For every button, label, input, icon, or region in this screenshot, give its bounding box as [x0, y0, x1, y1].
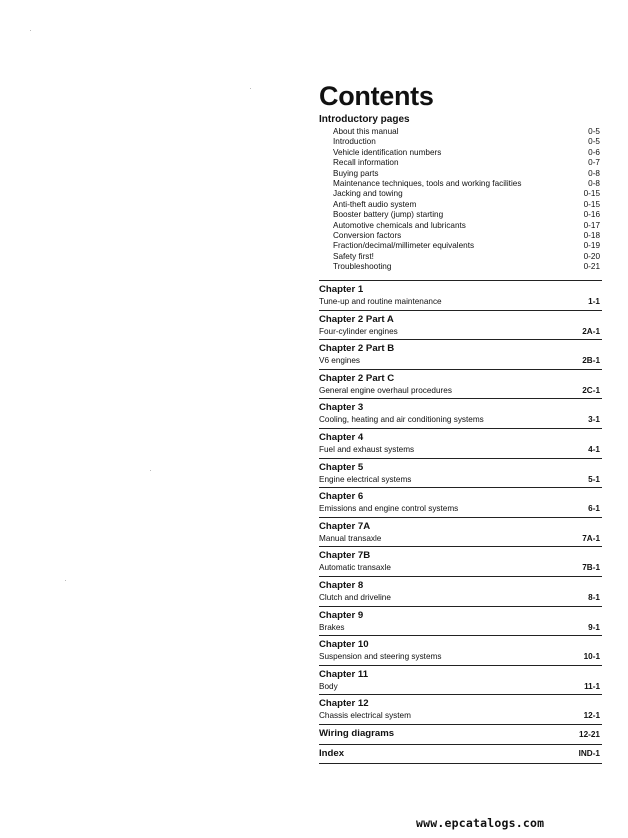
intro-item-page: 0-18: [583, 231, 600, 241]
chapter-entry[interactable]: [319, 458, 602, 488]
chapter-title: Suspension and steering systems: [319, 652, 442, 662]
intro-item[interactable]: [319, 200, 602, 210]
intro-item[interactable]: [319, 241, 602, 251]
index-entry[interactable]: [319, 744, 602, 764]
intro-item[interactable]: [319, 179, 602, 189]
chapter-name: Chapter 11: [319, 668, 369, 680]
chapter-entry[interactable]: [319, 280, 602, 310]
chapter-entry[interactable]: [319, 635, 602, 665]
introductory-list: [319, 127, 602, 273]
intro-item[interactable]: [319, 158, 602, 168]
chapter-title: Manual transaxle: [319, 533, 382, 543]
page-title: Contents: [319, 81, 434, 111]
introductory-heading: Introductory pages: [319, 114, 410, 125]
chapter-name: Chapter 6: [319, 491, 364, 503]
chapter-name: Chapter 3: [319, 402, 364, 414]
chapter-entry[interactable]: [319, 606, 602, 636]
chapter-page: 1-1: [588, 297, 600, 306]
intro-item-page: 0-6: [588, 147, 600, 157]
intro-item-label: Automotive chemicals and lubricants: [333, 220, 466, 230]
intro-item-page: 0-15: [583, 189, 600, 199]
chapter-title: Brakes: [319, 622, 345, 632]
intro-item[interactable]: [319, 127, 602, 137]
intro-item-page: 0-8: [588, 179, 600, 189]
chapter-page: 10-1: [583, 652, 600, 662]
wiring-diagrams-page: 12-21: [579, 729, 600, 739]
scan-speck: [65, 580, 66, 581]
chapter-title: Fuel and exhaust systems: [319, 444, 415, 454]
chapter-title: Tune-up and routine maintenance: [319, 297, 442, 306]
chapter-entry[interactable]: [319, 546, 602, 576]
intro-item-page: 0-5: [588, 137, 600, 147]
intro-item-page: 0-17: [583, 220, 600, 230]
intro-item-page: 0-15: [583, 199, 600, 209]
chapter-page: 3-1: [588, 415, 600, 425]
index-page: IND-1: [578, 749, 600, 759]
intro-item[interactable]: [319, 231, 602, 241]
chapter-name: Chapter 2 Part A: [319, 313, 394, 325]
chapter-page: 6-1: [588, 504, 600, 514]
intro-item-label: Maintenance techniques, tools and working facilities: [333, 179, 522, 189]
intro-item[interactable]: [319, 210, 602, 220]
intro-item-label: Safety first!: [333, 251, 374, 261]
intro-item-label: Introduction: [333, 137, 376, 147]
chapter-name: Chapter 5: [319, 461, 364, 473]
intro-item[interactable]: [319, 148, 602, 158]
chapter-entry[interactable]: [319, 487, 602, 517]
chapter-title: Four-cylinder engines: [319, 326, 398, 336]
intro-item[interactable]: [319, 262, 602, 272]
scan-speck: [150, 470, 151, 471]
chapter-name: Chapter 1: [319, 284, 364, 295]
chapter-name: Chapter 2 Part C: [319, 372, 395, 384]
intro-item-label: Fraction/decimal/millimeter equivalents: [333, 241, 475, 251]
chapter-title: Clutch and driveline: [319, 592, 391, 602]
intro-item[interactable]: [319, 221, 602, 231]
chapter-page: 8-1: [588, 592, 600, 602]
chapter-name: Chapter 9: [319, 609, 364, 621]
chapter-page: 9-1: [588, 622, 600, 632]
chapter-name: Chapter 4: [319, 431, 364, 443]
wiring-diagrams-entry[interactable]: [319, 724, 602, 744]
chapter-title: Automatic transaxle: [319, 563, 391, 573]
chapter-title: V6 engines: [319, 356, 360, 366]
intro-item-label: Buying parts: [333, 168, 379, 178]
chapter-name: Chapter 7A: [319, 520, 371, 532]
chapter-entry[interactable]: [319, 428, 602, 458]
scan-speck: [250, 88, 251, 89]
chapter-page: 2C-1: [582, 385, 600, 395]
index-label: Index: [319, 747, 345, 759]
intro-item-label: Jacking and towing: [333, 189, 403, 199]
chapter-page: 4-1: [588, 444, 600, 454]
chapter-page: 12-1: [583, 711, 600, 721]
chapter-entry[interactable]: [319, 398, 602, 428]
chapter-entry[interactable]: [319, 369, 602, 399]
chapter-entry[interactable]: [319, 665, 602, 695]
intro-item-label: Recall information: [333, 158, 399, 168]
intro-item[interactable]: [319, 137, 602, 147]
watermark-text: www.epcatalogs.com: [416, 816, 545, 830]
contents-header-block: [319, 80, 602, 273]
chapter-title: Body: [319, 681, 338, 691]
chapter-name: Chapter 2 Part B: [319, 343, 395, 355]
chapter-title: Engine electrical systems: [319, 474, 412, 484]
chapter-title: Cooling, heating and air conditioning systems: [319, 415, 484, 425]
chapter-entry[interactable]: [319, 339, 602, 369]
intro-item-page: 0-7: [588, 158, 600, 168]
intro-item-page: 0-19: [583, 241, 600, 251]
intro-item-label: Conversion factors: [333, 231, 402, 241]
wiring-diagrams-label: Wiring diagrams: [319, 728, 395, 740]
chapter-entry[interactable]: [319, 576, 602, 606]
chapter-name: Chapter 8: [319, 579, 364, 591]
chapter-page: 7B-1: [582, 563, 600, 573]
chapter-title: Emissions and engine control systems: [319, 504, 459, 514]
chapter-page: 5-1: [588, 474, 600, 484]
intro-item-page: 0-20: [583, 251, 600, 261]
chapter-title: Chassis electrical system: [319, 711, 411, 721]
intro-item-page: 0-5: [588, 127, 600, 136]
chapter-name: Chapter 7B: [319, 550, 371, 562]
intro-item-page: 0-16: [583, 210, 600, 220]
intro-item[interactable]: [319, 189, 602, 199]
intro-item-page: 0-21: [583, 262, 600, 272]
intro-item-label: About this manual: [333, 127, 399, 136]
chapter-list: [319, 280, 602, 764]
intro-item-label: Booster battery (jump) starting: [333, 210, 444, 220]
intro-item-page: 0-8: [588, 168, 600, 178]
chapter-page: 7A-1: [582, 533, 600, 543]
chapter-entry[interactable]: [319, 517, 602, 547]
chapter-title: General engine overhaul procedures: [319, 385, 452, 395]
chapter-entry[interactable]: [319, 694, 602, 724]
intro-item[interactable]: [319, 169, 602, 179]
intro-item[interactable]: [319, 252, 602, 262]
scan-speck: [30, 30, 31, 31]
chapter-page: 2B-1: [582, 356, 600, 366]
intro-item-label: Anti-theft audio system: [333, 199, 417, 209]
chapter-name: Chapter 12: [319, 698, 369, 710]
intro-item-label: Troubleshooting: [333, 262, 392, 272]
chapter-name: Chapter 10: [319, 639, 369, 651]
chapter-entry[interactable]: [319, 310, 602, 340]
intro-item-label: Vehicle identification numbers: [333, 147, 442, 157]
chapter-page: 2A-1: [582, 326, 600, 336]
chapter-page: 11-1: [584, 681, 600, 691]
